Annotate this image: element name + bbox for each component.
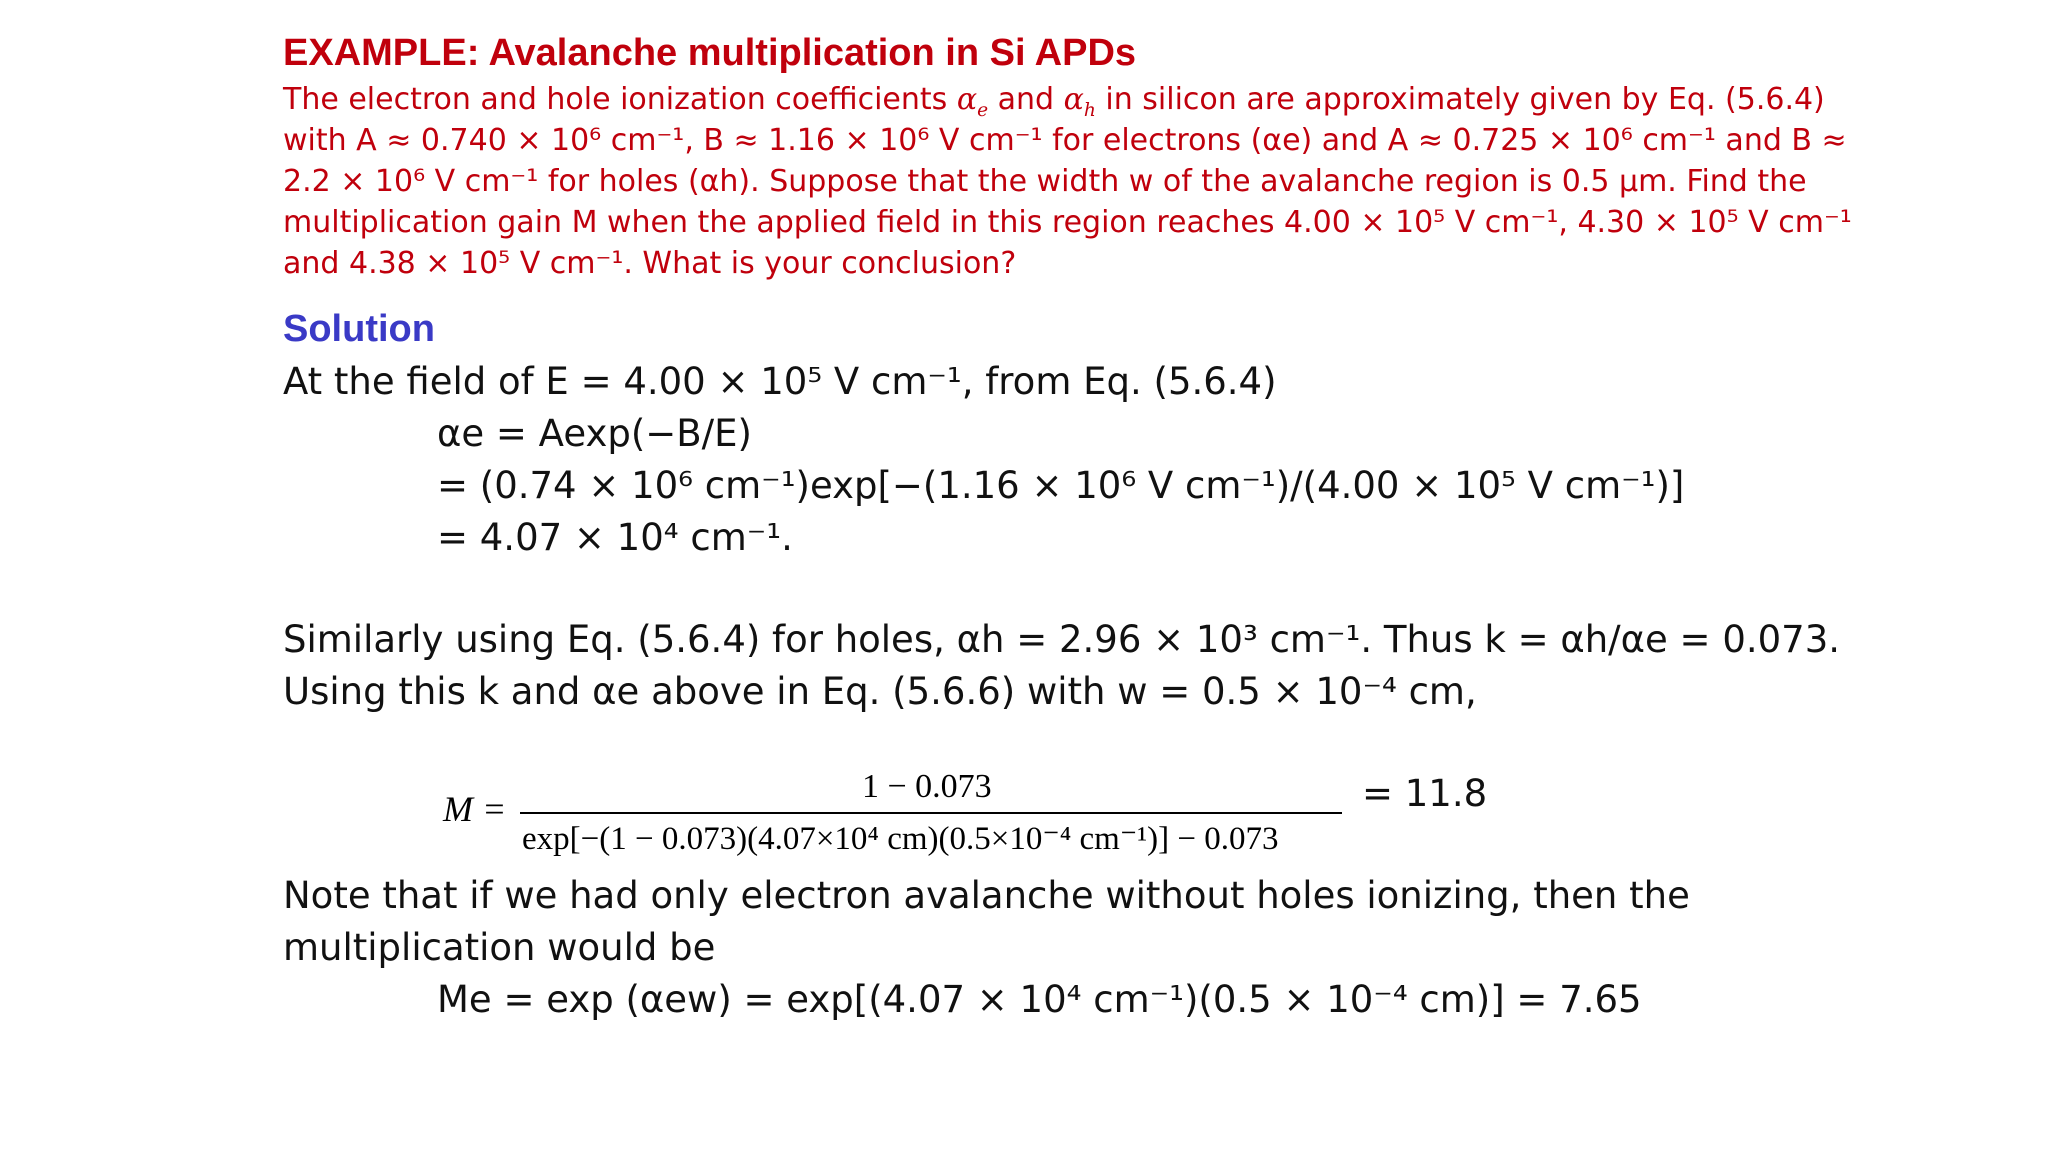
problem-line-4: multiplication gain M when the applied field in this region reaches 4.00 × 10⁵ V cm⁻¹, 4.30 × 10⁵ V cm⁻¹ — [283, 205, 1852, 240]
problem-line-1 — [283, 82, 1825, 121]
example-title: EXAMPLE: Avalanche multiplication in Si APDs — [283, 32, 1137, 74]
problem-line-1a: The electron and hole ionization coefficients — [283, 82, 957, 117]
electron-only-gain: Me = exp (αew) = exp[(4.07 × 10⁴ cm⁻¹)(0.5 × 10⁻⁴ cm)] = 7.65 — [437, 978, 1642, 1021]
problem-line-5: and 4.38 × 10⁵ V cm⁻¹. What is your conclusion? — [283, 246, 1017, 281]
problem-line-1c: in silicon are approximately given by Eq. (5.6.4) — [1095, 82, 1825, 117]
alpha-e-definition: αe = Aexp(−B/E) — [437, 412, 752, 455]
alpha-e-symbol: $\alpha_e$ — [956, 82, 989, 121]
note-line-2: multiplication would be — [283, 926, 716, 969]
problem-line-1b: and — [988, 82, 1064, 117]
problem-line-2: with A ≈ 0.740 × 10⁶ cm⁻¹, B ≈ 1.16 × 10⁶ V cm⁻¹ for electrons (αe) and A ≈ 0.725 × 10⁶ cm⁻¹ and B ≈ — [283, 123, 1847, 158]
alpha-e-result: = 4.07 × 10⁴ cm⁻¹. — [437, 516, 793, 559]
holes-line: Similarly using Eq. (5.6.4) for holes, αh = 2.96 × 10³ cm⁻¹. Thus k = αh/αe = 0.073. — [283, 618, 1840, 661]
note-line-1: Note that if we had only electron avalanche without holes ionizing, then the — [283, 874, 1690, 917]
alpha-e-substitution: = (0.74 × 10⁶ cm⁻¹)exp[−(1.16 × 10⁶ V cm⁻¹)/(4.00 × 10⁵ V cm⁻¹)] — [437, 464, 1685, 507]
gain-denominator: exp[−(1 − 0.073)(4.07×10⁴ cm)(0.5×10⁻⁴ cm⁻¹)] − 0.073 — [522, 821, 1279, 857]
gain-result: = 11.8 — [1362, 772, 1488, 815]
field-line: At the field of E = 4.00 × 10⁵ V cm⁻¹, from Eq. (5.6.4) — [283, 360, 1277, 403]
alpha-h-symbol: $\alpha_h$ — [1063, 82, 1096, 121]
using-k-line: Using this k and αe above in Eq. (5.6.6) with w = 0.5 × 10⁻⁴ cm, — [283, 670, 1477, 713]
problem-line-3: 2.2 × 10⁶ V cm⁻¹ for holes (αh). Suppose that the width w of the avalanche region is 0.5 μm. Find the — [283, 164, 1807, 199]
solution-heading: Solution — [283, 308, 435, 350]
gain-lhs: M = — [443, 789, 507, 829]
fraction-bar — [520, 812, 1342, 814]
gain-numerator: 1 − 0.073 — [862, 768, 992, 805]
